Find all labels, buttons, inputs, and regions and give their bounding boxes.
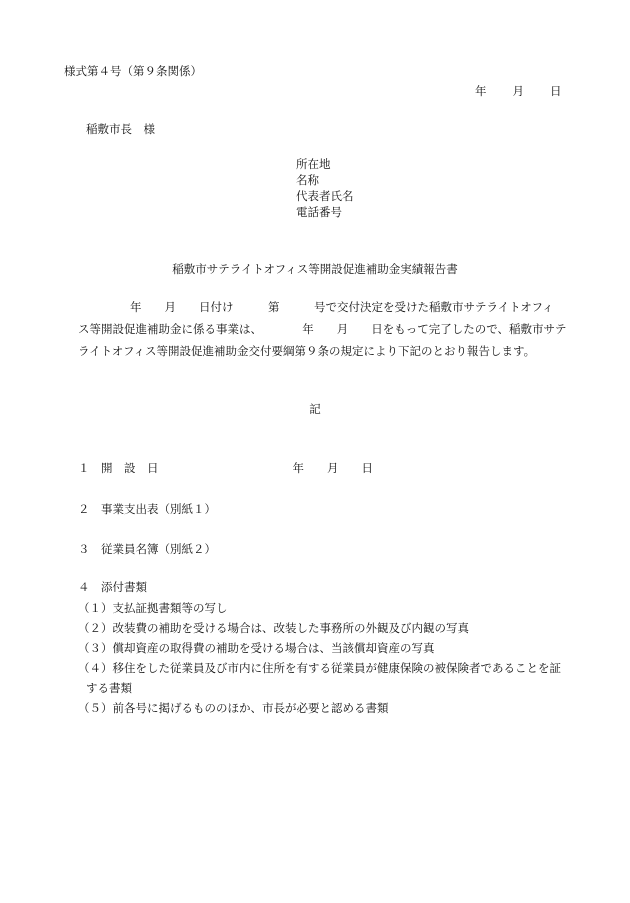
document-title: 稲敷市サテライトオフィス等開設促進補助金実績報告書 xyxy=(172,262,458,276)
applicant-representative-label: 代表者氏名 xyxy=(296,189,354,203)
body-line-2: ス等開設促進補助金に係る事業は、 年 月 日をもって完了したので、稲敷市サテ xyxy=(78,322,567,336)
attachment-1: （１）支払証拠書類等の写し xyxy=(78,601,228,615)
attachment-2: （２）改装費の補助を受ける場合は、改装した事務所の外観及び内観の写真 xyxy=(78,621,469,635)
item-opening-date-value: 年 月 日 xyxy=(292,461,373,475)
body-line-3: ライトオフィス等開設促進補助金交付要綱第９条の規定により下記のとおり報告します。 xyxy=(78,344,536,358)
form-number: 様式第４号（第９条関係） xyxy=(64,64,202,78)
item-attachments: ４ 添付書類 xyxy=(78,580,147,594)
body-line-1: 年 月 日付け 第 号で交付決定を受けた稲敷市サテライトオフィ xyxy=(130,300,554,314)
date-year: 年 xyxy=(475,84,487,98)
attachment-4-line-1: （４）移住をした従業員及び市内に住所を有する従業員が健康保険の被保険者であることを証 xyxy=(78,661,561,675)
attachment-5: （５）前各号に掲げるもののほか、市長が必要と認める書類 xyxy=(78,701,389,715)
attachment-3: （３）償却資産の取得費の補助を受ける場合は、当該償却資産の写真 xyxy=(78,641,435,655)
item-employee-list: ３ 従業員名簿（別紙２） xyxy=(78,542,216,556)
date-day: 日 xyxy=(550,84,562,98)
applicant-address-label: 所在地 xyxy=(296,157,331,171)
item-opening-date xyxy=(78,463,373,475)
addressee: 稲敷市長 様 xyxy=(86,122,155,136)
ki-heading: 記 xyxy=(309,402,321,416)
attachment-4-line-2: する書類 xyxy=(86,681,132,695)
date-month: 月 xyxy=(512,84,524,98)
applicant-name-label: 名称 xyxy=(296,173,319,187)
item-opening-date-label: １ 開 設 日 xyxy=(78,461,159,475)
applicant-phone-label: 電話番号 xyxy=(296,205,342,219)
report-date xyxy=(475,86,562,98)
item-expense-table: ２ 事業支出表（別紙１） xyxy=(78,502,216,516)
